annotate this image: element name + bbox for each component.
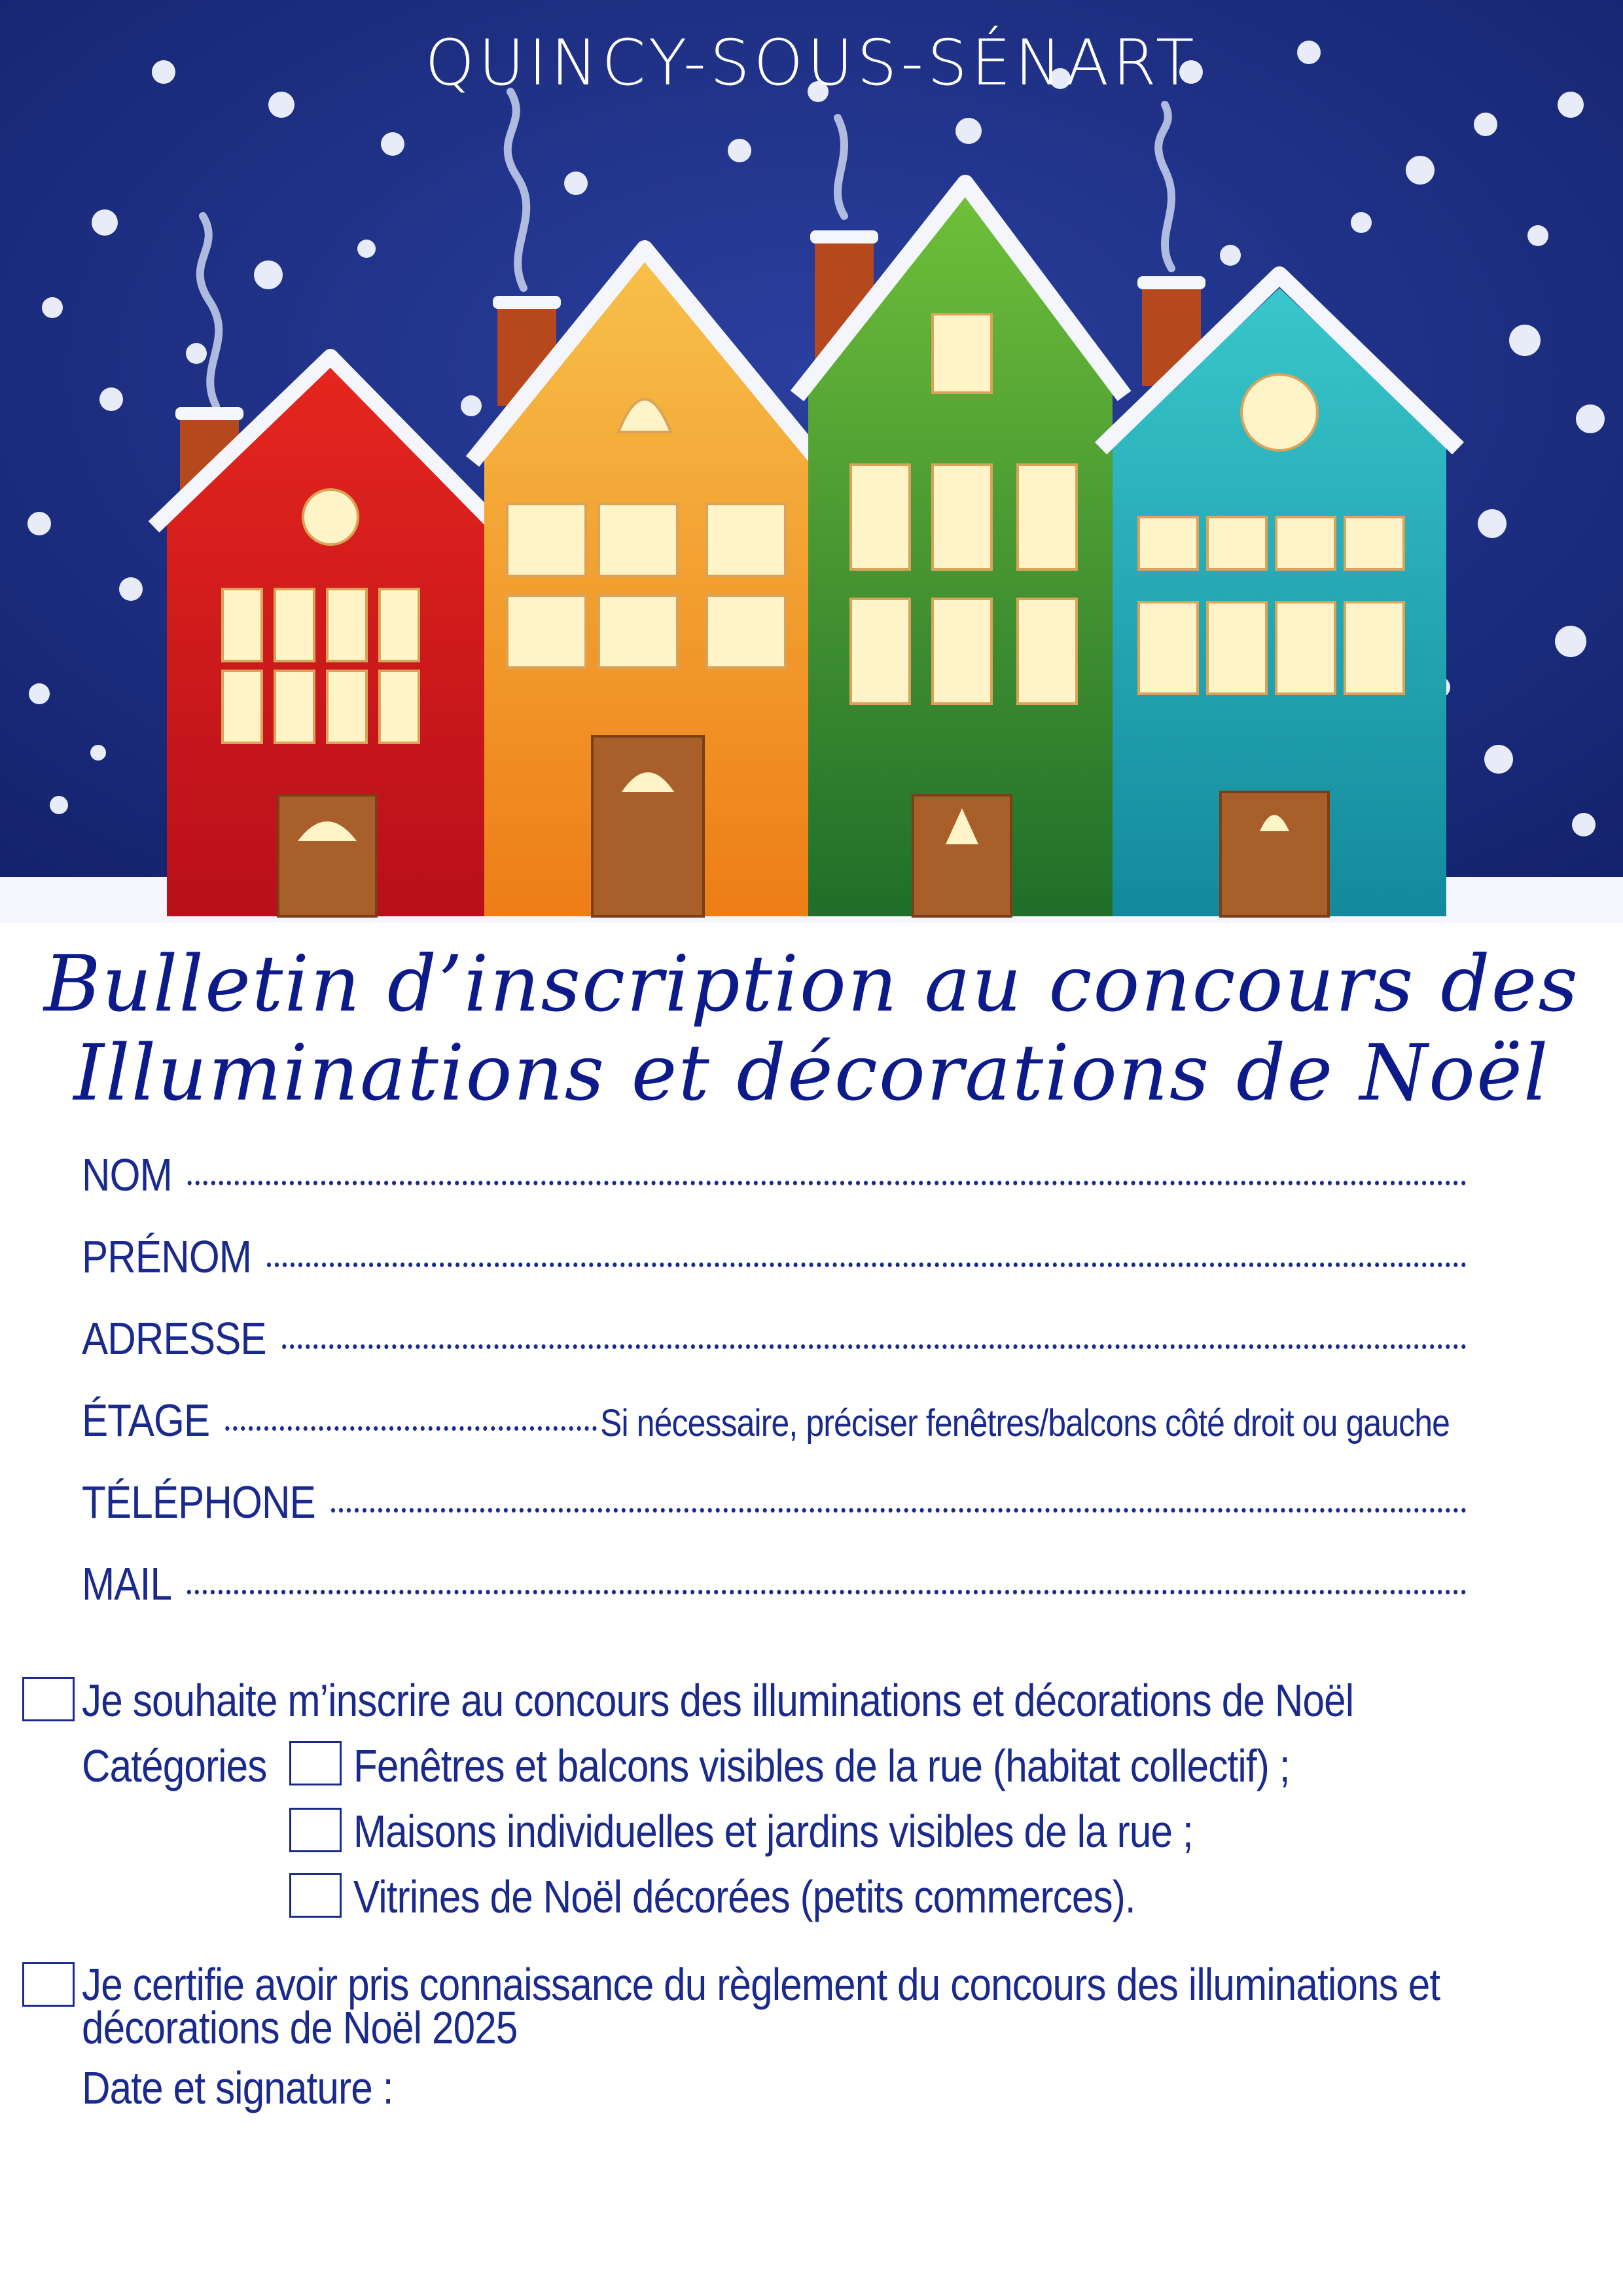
signature-label: Date et signature : [82,2062,393,2113]
city-logo-text: QUINCY-SOUS-SÉNART [425,26,1198,99]
title-line-1: Bulletin d’inscription au concours des [43,939,1579,1029]
prenom-field[interactable] [82,1230,1467,1283]
title-line-2: Illuminations et décorations de Noël [73,1028,1550,1118]
nom-field[interactable] [82,1149,1467,1201]
etage-label: ÉTAGE [82,1395,210,1446]
category-label-houses: Maisons individuelles et jardins visibles de la rue ; [353,1806,1193,1857]
category-label-shops: Vitrines de Noël décorées (petits commerces). [353,1871,1135,1922]
certify-checkbox[interactable] [22,1962,75,2007]
category-checkbox-collective[interactable] [289,1741,342,1785]
nom-label: NOM [82,1149,172,1200]
telephone-field[interactable] [82,1476,1467,1528]
adresse-label: ADRESSE [82,1313,266,1364]
etage-hint: Si nécessaire, préciser fenêtres/balcons côté droit ou gauche [600,1402,1450,1444]
certify-line-1: Je certifie avoir pris connaissance du règlement du concours des illuminations et [82,1959,1440,2010]
nom-dotted-line[interactable] [188,1181,1467,1185]
page-title [0,939,1623,1117]
prenom-label: PRÉNOM [82,1231,252,1282]
register-checkbox[interactable] [22,1677,75,1721]
category-label-collective: Fenêtres et balcons visibles de la rue (habitat collectif) ; [353,1740,1290,1791]
telephone-dotted-line[interactable] [331,1508,1467,1513]
etage-dotted-line[interactable] [225,1426,597,1431]
mail-field[interactable] [82,1558,1467,1610]
hero-illustration [0,0,1623,923]
categories-label: Catégories [82,1740,267,1791]
mail-dotted-line[interactable] [187,1590,1466,1594]
etage-field[interactable] [82,1394,1467,1446]
category-checkbox-houses[interactable] [289,1808,342,1852]
category-checkbox-shops[interactable] [289,1873,342,1918]
adresse-dotted-line[interactable] [282,1344,1467,1349]
register-label: Je souhaite m’inscrire au concours des illuminations et décorations de Noël [82,1675,1354,1726]
mail-label: MAIL [82,1558,172,1609]
certify-line-2: décorations de Noël 2025 [82,2002,518,2053]
adresse-field[interactable] [82,1312,1467,1365]
prenom-dotted-line[interactable] [267,1263,1466,1267]
telephone-label: TÉLÉPHONE [82,1477,315,1528]
